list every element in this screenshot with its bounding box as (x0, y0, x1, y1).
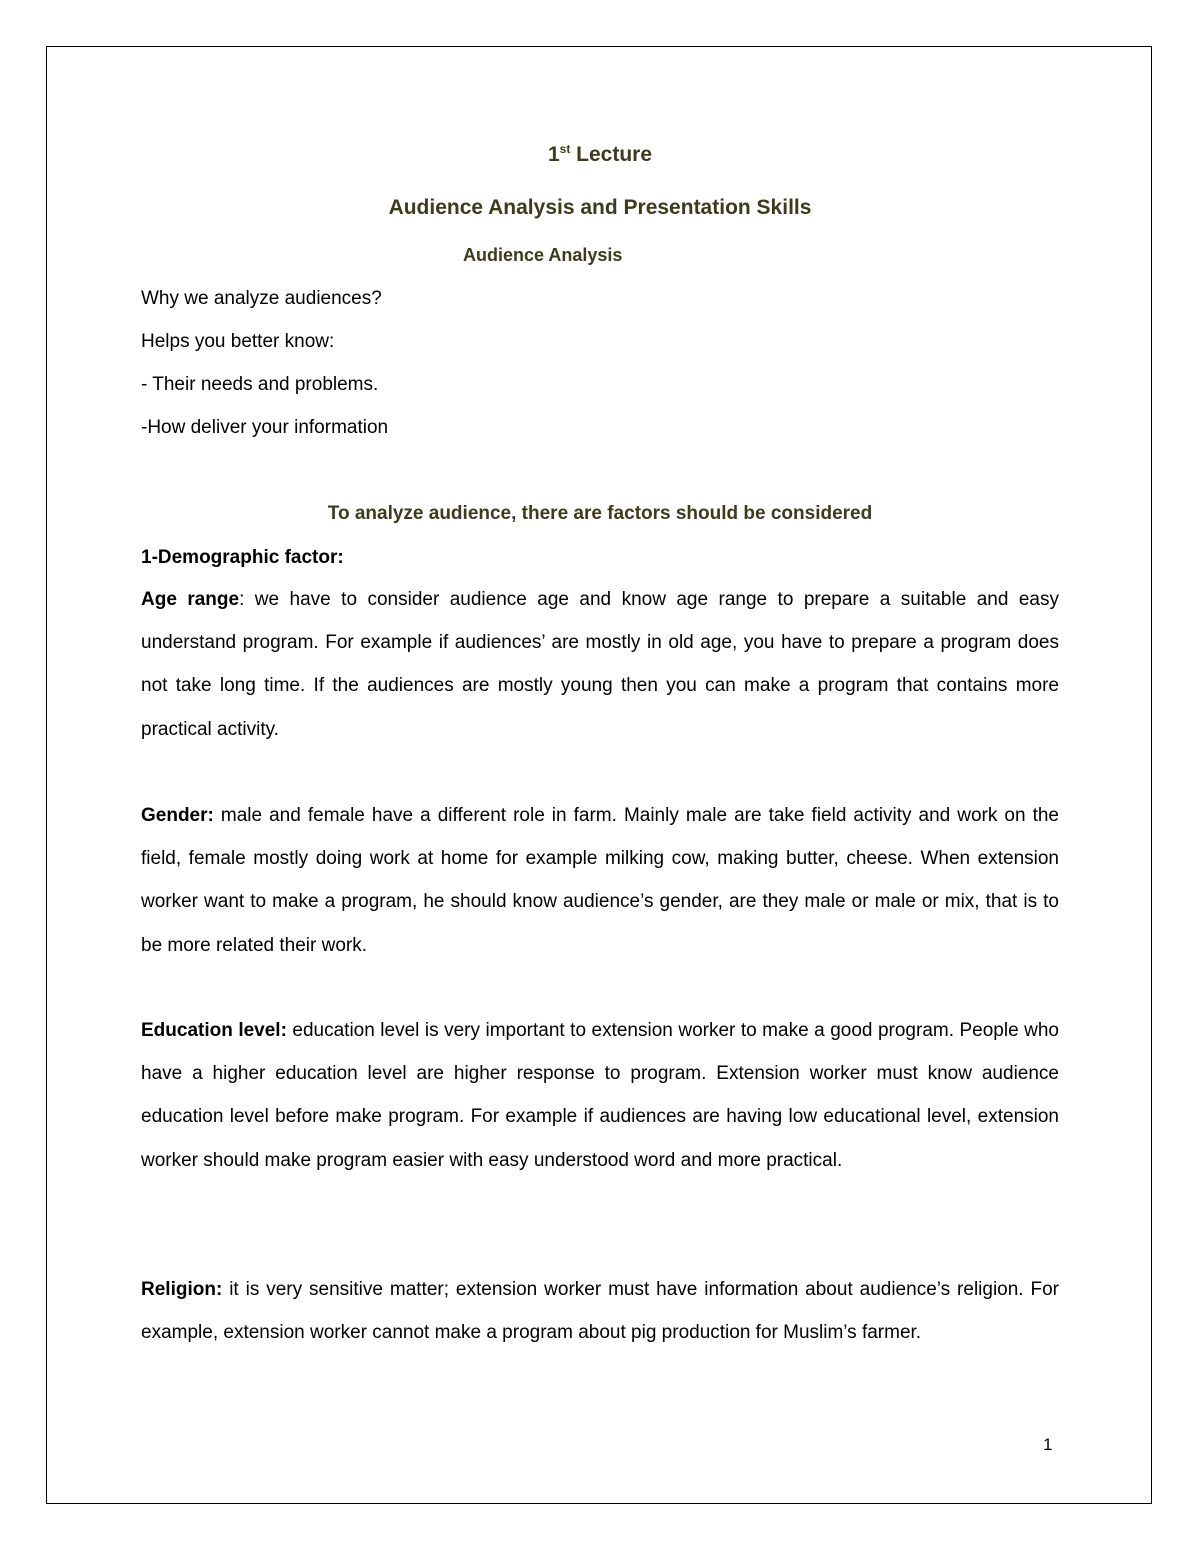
intro-line: Why we analyze audiences? (141, 288, 382, 309)
demographic-heading: 1-Demographic factor: (141, 547, 344, 568)
lecture-title (141, 143, 1059, 167)
intro-line: -How deliver your information (141, 417, 389, 438)
section-age-range (141, 578, 1059, 751)
section-label: Gender: (141, 805, 214, 826)
section-education-level (141, 1009, 1059, 1182)
main-title: Audience Analysis and Presentation Skills (388, 196, 812, 219)
section-text: male and female have a different role in farm. Mainly male are take field activity and work on the field, female mostly doing work at home for example milking cow, making butter, cheese. When extension worker want to make a program, he should know audience’s gender, are they male or male or mix, that is to be more related their work. (141, 805, 1059, 956)
sub-title: Audience Analysis (463, 245, 623, 265)
lecture-number-suffix: st (559, 142, 571, 156)
section-gender (141, 794, 1059, 967)
section-label: Religion: (141, 1279, 223, 1300)
lecture-number: 1 (547, 143, 560, 166)
section-religion (141, 1268, 1059, 1354)
section-label: Age range (141, 589, 240, 610)
intro-line: - Their needs and problems. (141, 374, 379, 395)
section-text: education level is very important to extension worker to make a good program. People who have a higher education level are higher response to program. Extension worker must know audience education level before make program. For example if audiences are having low educational level, extension worker should make program easier with easy understood word and more practical. (141, 1020, 1059, 1171)
section-label: Education level: (141, 1020, 287, 1041)
section-text: it is very sensitive matter; extension worker must have information about audience’s religion. For example, extension worker cannot make a program about pig production for Muslim’s farmer. (141, 1279, 1059, 1344)
page-number: 1 (1043, 1435, 1053, 1454)
section-text: : we have to consider audience age and know age range to prepare a suitable and easy understand program. For example if audiences’ are mostly in old age, you have to prepare a program does not take long time. If the audiences are mostly young then you can make a program that contains more practical activity. (141, 589, 1059, 740)
factors-heading: To analyze audience, there are factors should be considered (327, 503, 873, 524)
lecture-word: Lecture (576, 143, 653, 166)
intro-line: Helps you better know: (141, 331, 335, 352)
